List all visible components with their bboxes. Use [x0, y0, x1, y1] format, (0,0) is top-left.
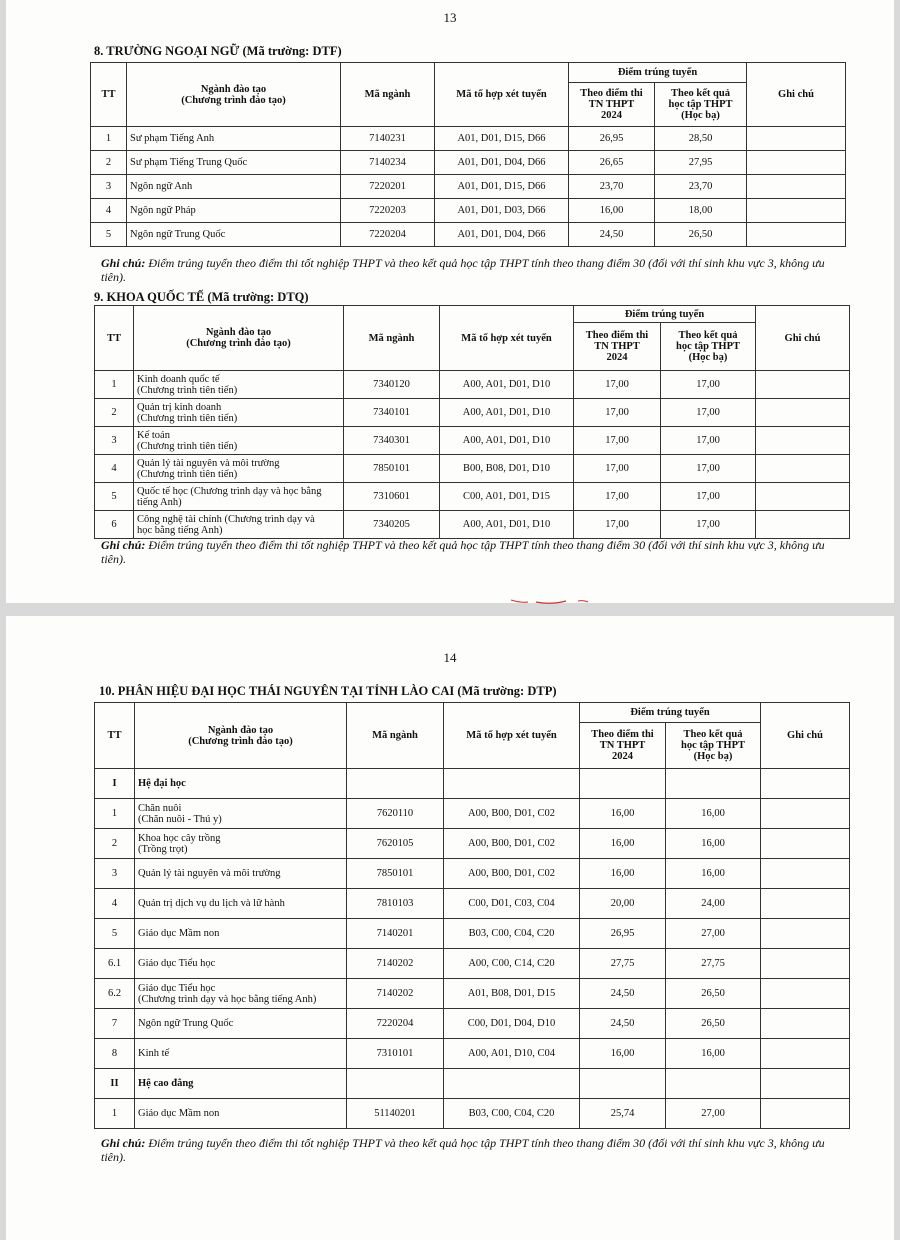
- exam-score: 26,95: [580, 919, 666, 949]
- program-code: 7140234: [341, 151, 435, 175]
- exam-score: 16,00: [580, 799, 666, 829]
- exam-score: 16,00: [569, 199, 655, 223]
- subject-combination: A00, B00, D01, C02: [444, 799, 580, 829]
- table-row: [95, 1009, 850, 1039]
- row-number: 5: [91, 223, 127, 247]
- notes-cell: [756, 427, 850, 455]
- table-row: [95, 371, 850, 399]
- program-name: Quốc tế học (Chương trình dạy và học bằng tiếng Anh): [134, 483, 344, 511]
- subject-combination: B03, C00, C04, C20: [444, 1099, 580, 1129]
- notes-cell: [756, 511, 850, 539]
- notes-cell: [761, 919, 850, 949]
- program-name: Giáo dục Tiểu học: [135, 949, 347, 979]
- program-name: Giáo dục Tiểu học (Chương trình dạy và học bằng tiếng Anh): [135, 979, 347, 1009]
- section-8-table: [90, 62, 846, 247]
- table-row: [95, 829, 850, 859]
- row-number: 2: [95, 399, 134, 427]
- subject-combination: A00, A01, D10, C04: [444, 1039, 580, 1069]
- subject-combination: C00, A01, D01, D15: [440, 483, 574, 511]
- header-program: Ngành đào tạo (Chương trình đào tạo): [127, 63, 341, 127]
- row-number: 6: [95, 511, 134, 539]
- exam-score: 26,65: [569, 151, 655, 175]
- row-number: 6.1: [95, 949, 135, 979]
- program-code: 7140202: [347, 949, 444, 979]
- header-code: Mã ngành: [341, 63, 435, 127]
- section-9-title: 9. KHOA QUỐC TẾ (Mã trường: DTQ): [94, 290, 309, 304]
- subject-combination: B03, C00, C04, C20: [444, 919, 580, 949]
- row-number: 8: [95, 1039, 135, 1069]
- exam-score: 16,00: [580, 859, 666, 889]
- document-page-13: [6, 0, 894, 603]
- exam-score: 17,00: [574, 399, 661, 427]
- header-code: Mã ngành: [344, 306, 440, 371]
- table-row: [91, 199, 846, 223]
- table-row: [95, 949, 850, 979]
- program-code: 7340205: [344, 511, 440, 539]
- table-row: [91, 175, 846, 199]
- header-tt: TT: [95, 703, 135, 769]
- row-number: 3: [95, 859, 135, 889]
- group-number: I: [95, 769, 135, 799]
- exam-score: 25,74: [580, 1099, 666, 1129]
- header-transcript-score: Theo kết quả học tập THPT (Học bạ): [666, 723, 761, 769]
- transcript-score: 17,00: [661, 511, 756, 539]
- notes-cell: [756, 483, 850, 511]
- row-number: 5: [95, 483, 134, 511]
- program-code: 7340301: [344, 427, 440, 455]
- row-number: 3: [91, 175, 127, 199]
- program-code: 7620110: [347, 799, 444, 829]
- exam-score: 20,00: [580, 889, 666, 919]
- transcript-score: 17,00: [661, 483, 756, 511]
- header-score-group: Điểm trúng tuyển: [569, 63, 747, 83]
- header-combo: Mã tổ hợp xét tuyển: [444, 703, 580, 769]
- section-10-note: Ghi chú: Điểm trúng tuyển theo điểm thi tốt nghiệp THPT và theo kết quả học tập THPT tính theo thang điểm 30 (đối với thí sinh khu vực 3, không ưu tiên).: [101, 1136, 825, 1164]
- subject-combination: A01, B08, D01, D15: [444, 979, 580, 1009]
- header-code: Mã ngành: [347, 703, 444, 769]
- empty-cell: [444, 769, 580, 799]
- empty-cell: [666, 769, 761, 799]
- group-number: II: [95, 1069, 135, 1099]
- group-row: [95, 769, 850, 799]
- empty-cell: [580, 769, 666, 799]
- table-row: [91, 151, 846, 175]
- table-row: [95, 427, 850, 455]
- page-number: 14: [443, 650, 457, 665]
- notes-cell: [747, 127, 846, 151]
- program-name: Ngôn ngữ Pháp: [127, 199, 341, 223]
- program-name: Kinh tế: [135, 1039, 347, 1069]
- notes-cell: [761, 1099, 850, 1129]
- header-transcript-score: Theo kết quả học tập THPT (Học bạ): [655, 83, 747, 127]
- exam-score: 24,50: [580, 979, 666, 1009]
- section-10-title: 10. PHÂN HIỆU ĐẠI HỌC THÁI NGUYÊN TẠI TỈNH LÀO CAI (Mã trường: DTP): [99, 684, 557, 698]
- table-row: [95, 1099, 850, 1129]
- program-code: 7810103: [347, 889, 444, 919]
- transcript-score: 27,95: [655, 151, 747, 175]
- table-row: [95, 483, 850, 511]
- red-ink-mark: [506, 596, 596, 606]
- transcript-score: 26,50: [666, 1009, 761, 1039]
- table-row: [95, 511, 850, 539]
- exam-score: 24,50: [580, 1009, 666, 1039]
- table-row: [95, 399, 850, 427]
- exam-score: 24,50: [569, 223, 655, 247]
- subject-combination: A01, D01, D04, D66: [435, 223, 569, 247]
- notes-cell: [747, 175, 846, 199]
- subject-combination: A00, C00, C14, C20: [444, 949, 580, 979]
- transcript-score: 16,00: [666, 1039, 761, 1069]
- program-name: Quản lý tài nguyên và môi trường (Chương trình tiên tiến): [134, 455, 344, 483]
- notes-cell: [761, 799, 850, 829]
- exam-score: 27,75: [580, 949, 666, 979]
- group-name: Hệ cao đẳng: [135, 1069, 347, 1099]
- program-name: Khoa học cây trồng (Trồng trọt): [135, 829, 347, 859]
- header-exam-score: Theo điểm thi TN THPT 2024: [580, 723, 666, 769]
- notes-cell: [761, 889, 850, 919]
- exam-score: 16,00: [580, 829, 666, 859]
- table-row: [95, 455, 850, 483]
- program-code: 7340120: [344, 371, 440, 399]
- notes-cell: [747, 223, 846, 247]
- transcript-score: 28,50: [655, 127, 747, 151]
- program-code: 7620105: [347, 829, 444, 859]
- program-code: 7220203: [341, 199, 435, 223]
- exam-score: 23,70: [569, 175, 655, 199]
- program-code: 7310601: [344, 483, 440, 511]
- row-number: 3: [95, 427, 134, 455]
- program-code: 7310101: [347, 1039, 444, 1069]
- transcript-score: 16,00: [666, 829, 761, 859]
- group-row: [95, 1069, 850, 1099]
- subject-combination: A00, A01, D01, D10: [440, 427, 574, 455]
- header-tt: TT: [95, 306, 134, 371]
- row-number: 4: [95, 455, 134, 483]
- notes-cell: [756, 399, 850, 427]
- empty-cell: [761, 769, 850, 799]
- header-program: Ngành đào tạo (Chương trình đào tạo): [135, 703, 347, 769]
- header-notes: Ghi chú: [747, 63, 846, 127]
- subject-combination: A01, D01, D15, D66: [435, 127, 569, 151]
- program-code: 7340101: [344, 399, 440, 427]
- program-name: Giáo dục Mầm non: [135, 1099, 347, 1129]
- header-exam-score: Theo điểm thi TN THPT 2024: [569, 83, 655, 127]
- program-name: Ngôn ngữ Anh: [127, 175, 341, 199]
- row-number: 4: [91, 199, 127, 223]
- subject-combination: A01, D01, D15, D66: [435, 175, 569, 199]
- section-10-table: [94, 702, 850, 1129]
- empty-cell: [666, 1069, 761, 1099]
- program-name: Quản trị kinh doanh (Chương trình tiên tiến): [134, 399, 344, 427]
- notes-cell: [761, 1039, 850, 1069]
- transcript-score: 27,75: [666, 949, 761, 979]
- row-number: 1: [91, 127, 127, 151]
- header-notes: Ghi chú: [761, 703, 850, 769]
- notes-cell: [756, 455, 850, 483]
- transcript-score: 23,70: [655, 175, 747, 199]
- transcript-score: 17,00: [661, 455, 756, 483]
- empty-cell: [347, 769, 444, 799]
- header-program: Ngành đào tạo (Chương trình đào tạo): [134, 306, 344, 371]
- header-tt: TT: [91, 63, 127, 127]
- program-code: 7220204: [341, 223, 435, 247]
- program-code: 51140201: [347, 1099, 444, 1129]
- section-9-note: Ghi chú: Điểm trúng tuyển theo điểm thi tốt nghiệp THPT và theo kết quả học tập THPT tính theo thang điểm 30 (đối với thí sinh khu vực 3, không ưu tiên).: [101, 538, 825, 566]
- transcript-score: 16,00: [666, 799, 761, 829]
- program-code: 7850101: [344, 455, 440, 483]
- row-number: 5: [95, 919, 135, 949]
- notes-cell: [761, 949, 850, 979]
- notes-cell: [761, 1009, 850, 1039]
- exam-score: 16,00: [580, 1039, 666, 1069]
- program-code: 7220201: [341, 175, 435, 199]
- exam-score: 17,00: [574, 455, 661, 483]
- program-name: Kinh doanh quốc tế (Chương trình tiên tiến): [134, 371, 344, 399]
- transcript-score: 26,50: [655, 223, 747, 247]
- row-number: 7: [95, 1009, 135, 1039]
- program-name: Giáo dục Mầm non: [135, 919, 347, 949]
- row-number: 1: [95, 1099, 135, 1129]
- page-number: 13: [443, 10, 457, 25]
- row-number: 2: [91, 151, 127, 175]
- row-number: 2: [95, 829, 135, 859]
- notes-cell: [761, 829, 850, 859]
- notes-cell: [747, 151, 846, 175]
- table-row: [95, 919, 850, 949]
- subject-combination: A01, D01, D04, D66: [435, 151, 569, 175]
- program-code: 7850101: [347, 859, 444, 889]
- exam-score: 17,00: [574, 427, 661, 455]
- row-number: 6.2: [95, 979, 135, 1009]
- table-row: [95, 889, 850, 919]
- empty-cell: [347, 1069, 444, 1099]
- program-code: 7220204: [347, 1009, 444, 1039]
- header-exam-score: Theo điểm thi TN THPT 2024: [574, 323, 661, 371]
- program-name: Quản lý tài nguyên và môi trường: [135, 859, 347, 889]
- program-name: Sư phạm Tiếng Trung Quốc: [127, 151, 341, 175]
- document-page-14: [6, 616, 894, 1240]
- transcript-score: 27,00: [666, 919, 761, 949]
- transcript-score: 26,50: [666, 979, 761, 1009]
- notes-cell: [761, 859, 850, 889]
- section-8-note: Ghi chú: Điểm trúng tuyển theo điểm thi tốt nghiệp THPT và theo kết quả học tập THPT tính theo thang điểm 30 (đối với thí sinh khu vực 3, không ưu tiên).: [101, 256, 825, 284]
- header-combo: Mã tổ hợp xét tuyển: [435, 63, 569, 127]
- subject-combination: C00, D01, D04, D10: [444, 1009, 580, 1039]
- table-row: [95, 859, 850, 889]
- table-row: [95, 1039, 850, 1069]
- program-name: Kế toán (Chương trình tiên tiến): [134, 427, 344, 455]
- transcript-score: 17,00: [661, 399, 756, 427]
- program-name: Ngôn ngữ Trung Quốc: [135, 1009, 347, 1039]
- program-code: 7140202: [347, 979, 444, 1009]
- row-number: 1: [95, 371, 134, 399]
- transcript-score: 17,00: [661, 371, 756, 399]
- subject-combination: A00, B00, D01, C02: [444, 859, 580, 889]
- header-combo: Mã tổ hợp xét tuyển: [440, 306, 574, 371]
- program-name: Chăn nuôi (Chăn nuôi - Thú y): [135, 799, 347, 829]
- subject-combination: A01, D01, D03, D66: [435, 199, 569, 223]
- notes-cell: [747, 199, 846, 223]
- empty-cell: [761, 1069, 850, 1099]
- empty-cell: [444, 1069, 580, 1099]
- exam-score: 17,00: [574, 511, 661, 539]
- table-row: [95, 979, 850, 1009]
- program-name: Công nghệ tài chính (Chương trình dạy và học bằng tiếng Anh): [134, 511, 344, 539]
- header-score-group: Điểm trúng tuyển: [574, 306, 756, 323]
- program-name: Quản trị dịch vụ du lịch và lữ hành: [135, 889, 347, 919]
- group-name: Hệ đại học: [135, 769, 347, 799]
- header-transcript-score: Theo kết quả học tập THPT (Học bạ): [661, 323, 756, 371]
- subject-combination: A00, A01, D01, D10: [440, 399, 574, 427]
- empty-cell: [580, 1069, 666, 1099]
- section-8-title: 8. TRƯỜNG NGOẠI NGỮ (Mã trường: DTF): [94, 44, 342, 58]
- program-name: Sư phạm Tiếng Anh: [127, 127, 341, 151]
- exam-score: 26,95: [569, 127, 655, 151]
- subject-combination: A00, A01, D01, D10: [440, 511, 574, 539]
- row-number: 4: [95, 889, 135, 919]
- transcript-score: 18,00: [655, 199, 747, 223]
- exam-score: 17,00: [574, 371, 661, 399]
- program-code: 7140231: [341, 127, 435, 151]
- header-notes: Ghi chú: [756, 306, 850, 371]
- transcript-score: 16,00: [666, 859, 761, 889]
- subject-combination: B00, B08, D01, D10: [440, 455, 574, 483]
- exam-score: 17,00: [574, 483, 661, 511]
- program-code: 7140201: [347, 919, 444, 949]
- section-9-table: [94, 305, 850, 539]
- program-name: Ngôn ngữ Trung Quốc: [127, 223, 341, 247]
- transcript-score: 17,00: [661, 427, 756, 455]
- subject-combination: C00, D01, C03, C04: [444, 889, 580, 919]
- header-score-group: Điểm trúng tuyển: [580, 703, 761, 723]
- subject-combination: A00, B00, D01, C02: [444, 829, 580, 859]
- transcript-score: 24,00: [666, 889, 761, 919]
- notes-cell: [761, 979, 850, 1009]
- table-row: [95, 799, 850, 829]
- row-number: 1: [95, 799, 135, 829]
- notes-cell: [756, 371, 850, 399]
- transcript-score: 27,00: [666, 1099, 761, 1129]
- table-row: [91, 223, 846, 247]
- subject-combination: A00, A01, D01, D10: [440, 371, 574, 399]
- table-row: [91, 127, 846, 151]
